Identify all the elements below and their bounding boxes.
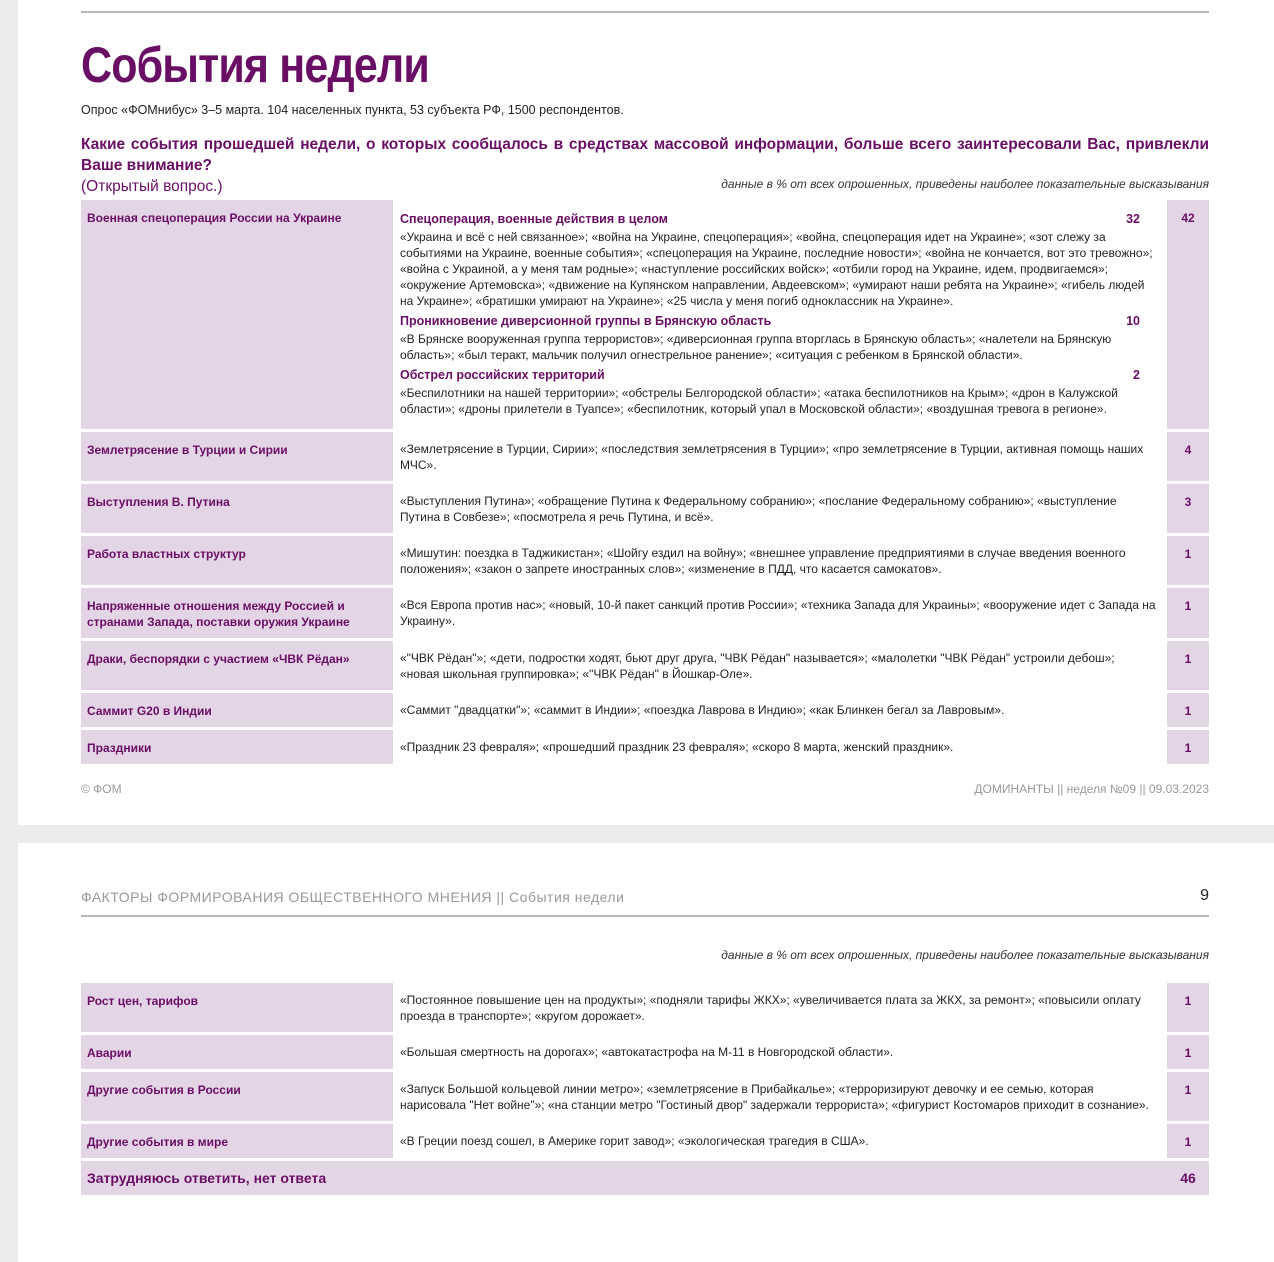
quotes-cell: «Землетрясение в Турции, Сирии»; «последствия землетрясения в Турции»; «про землетрясение в Турции, активная помощь наших МЧС». bbox=[398, 432, 1162, 481]
subcategory-quotes: «В Брянске вооруженная группа террористов»; «диверсионная группа вторглась в Брянскую область»; «налетели на Брянскую область»; «был теракт, мальчик получил огнестрельное ранение»; «ситуация с ребенком в Брянской области». bbox=[400, 332, 1112, 362]
subcategory-value: 32 bbox=[1126, 212, 1140, 226]
category-value: 1 bbox=[1167, 641, 1209, 690]
subcategory-header bbox=[400, 367, 1156, 383]
results-table bbox=[81, 980, 1209, 1198]
quotes-cell: «Праздник 23 февраля»; «прошедший праздник 23 февраля»; «скоро 8 марта, женский праздник». bbox=[398, 730, 1162, 764]
subcategory-quotes: «Украина и всё с ней связанное»; «война на Украине, спецоперация»; «война, спецоперация идет на Украине»; «зот слежу за событиями на Украине, военные события»; «спецоперация на Украине, последние новости»; «война не кончается, вот это тревожно»; «война с Украиной, а у меня там родные»; «наступление российских войск»; «отбили город на Украине, идем, продвигаемся»; «окружение Артемовска»; «движение на Купянском направлении, Авдеевском»; «умирают наши ребята на Украине»; «гибель людей на Украине»; «братишки умирают на Украине»; «25 числа у меня погиб одноклассник на Украине». bbox=[400, 230, 1153, 308]
quotes-cell: «Выступления Путина»; «обращение Путина к Федеральному собранию»; «послание Федеральному собранию»; «выступление Путина в Совбезе»; «посмотрела я речь Путина, и всё». bbox=[398, 484, 1162, 533]
question-text: Какие события прошедшей недели, о которых сообщалось в средствах массовой информации, больше всего заинтересовали Вас, привлекли Ваше внимание? bbox=[81, 136, 1209, 174]
total-row bbox=[81, 1161, 1209, 1195]
category-label: Драки, беспорядки с участием «ЧВК Рёдан» bbox=[81, 641, 393, 690]
data-note: данные в % от всех опрошенных, приведены наиболее показательные высказывания bbox=[721, 177, 1209, 191]
subcategory-quotes: «Беспилотники на нашей территории»; «обстрелы Белгородской области»; «атака беспилотников на Крым»; «дрон в Калужской области»; «дроны прилетели в Туапсе»; «беспилотник, который упал в Московской области»; «воздушная тревога в регионе». bbox=[400, 386, 1118, 416]
quotes-cell: «Вся Европа против нас»; «новый, 10-й пакет санкций против России»; «техника Запада для Украины»; «вооружение идет с Запада на Украину». bbox=[398, 588, 1162, 638]
category-label: Аварии bbox=[81, 1035, 393, 1069]
page-title: События недели bbox=[81, 37, 429, 93]
quotes-cell: «Постоянное повышение цен на продукты»; «подняли тарифы ЖКХ»; «увеличивается плата за ЖКХ, за ремонт»; «повысили оплату проезда в транспорте»; «кругом дорожает». bbox=[398, 983, 1162, 1032]
category-label: Рост цен, тарифов bbox=[81, 983, 393, 1032]
data-note: данные в % от всех опрошенных, приведены наиболее показательные высказывания bbox=[721, 948, 1209, 962]
table-row bbox=[81, 730, 1209, 764]
category-label: Саммит G20 в Индии bbox=[81, 693, 393, 727]
category-value: 1 bbox=[1167, 730, 1209, 764]
report-page-2 bbox=[18, 843, 1274, 1262]
subcategory-value: 10 bbox=[1126, 314, 1140, 328]
category-value: 1 bbox=[1167, 536, 1209, 585]
quotes-cell: «Мишутин: поездка в Таджикистан»; «Шойгу ездил на войну»; «внешнее управление предприятиями в случае введения военного положения»; «закон о запрете иностранных слов»; «изменение в ПДД, что касается самокатов». bbox=[398, 536, 1162, 585]
report-page-1 bbox=[18, 0, 1274, 825]
table-row bbox=[81, 536, 1209, 585]
subcategory-title: Спецоперация, военные действия в целом bbox=[400, 212, 668, 226]
subcategory-header bbox=[400, 211, 1156, 227]
table-row bbox=[81, 588, 1209, 638]
subcategory-header bbox=[400, 313, 1156, 329]
table-row bbox=[81, 432, 1209, 481]
subcategory-title: Проникновение диверсионной группы в Брянскую область bbox=[400, 314, 772, 328]
quotes-cell: «В Греции поезд сошел, в Америке горит завод»; «экологическая трагедия в США». bbox=[398, 1124, 1162, 1158]
quotes-cell: «"ЧВК Рёдан"»; «дети, подростки ходят, бьют друг друга, "ЧВК Рёдан" называется»; «малолетки "ЧВК Рёдан" устроили дебош»; «новая школьная группировка»; «"ЧВК Рёдан" в Йошкар-Оле». bbox=[398, 641, 1162, 690]
table-row bbox=[81, 983, 1209, 1032]
survey-info: Опрос «ФОМнибус» 3–5 марта. 104 населенных пункта, 53 субъекта РФ, 1500 респондентов. bbox=[81, 103, 624, 117]
copyright: © ФОМ bbox=[81, 782, 122, 796]
category-label: Землетрясение в Турции и Сирии bbox=[81, 432, 393, 481]
subcategory-title: Обстрел российских территорий bbox=[400, 368, 605, 382]
quotes-cell: «Запуск Большой кольцевой линии метро»; «землетрясение в Прибайкалье»; «терроризируют девочку и ее семью, которая нарисовала "Нет войне"»; «на станции метро "Гостиный двор" задержали террориста»; «фигурист Костомаров приходит в сознание». bbox=[398, 1072, 1162, 1121]
total-value: 46 bbox=[1167, 1161, 1209, 1195]
table-row bbox=[81, 1035, 1209, 1069]
total-label: Затрудняюсь ответить, нет ответа bbox=[81, 1161, 1167, 1195]
quotes-cell: «Саммит "двадцатки"»; «саммит в Индии»; «поездка Лаврова в Индию»; «как Блинкен бегал за Лавровым». bbox=[398, 693, 1162, 727]
category-value: 4 bbox=[1167, 432, 1209, 481]
table-row bbox=[81, 1072, 1209, 1121]
table-row bbox=[81, 1124, 1209, 1158]
category-value: 1 bbox=[1167, 983, 1209, 1032]
quotes-cell: «Большая смертность на дорогах»; «автокатастрофа на М-11 в Новгородской области». bbox=[398, 1035, 1162, 1069]
category-label: Праздники bbox=[81, 730, 393, 764]
category-value: 1 bbox=[1167, 1072, 1209, 1121]
category-label: Военная спецоперация России на Украине bbox=[81, 200, 393, 429]
section-header: ФАКТОРЫ ФОРМИРОВАНИЯ ОБЩЕСТВЕННОГО МНЕНИЯ || События недели bbox=[81, 889, 625, 905]
table-row bbox=[81, 484, 1209, 533]
top-rule bbox=[81, 11, 1209, 13]
results-table bbox=[81, 197, 1209, 767]
table-row bbox=[81, 200, 1209, 429]
category-value: 1 bbox=[1167, 588, 1209, 638]
category-value: 1 bbox=[1167, 693, 1209, 727]
header-rule bbox=[81, 915, 1209, 917]
category-value: 42 bbox=[1167, 200, 1209, 429]
table-row bbox=[81, 693, 1209, 727]
footer-info: ДОМИНАНТЫ || неделя №09 || 09.03.2023 bbox=[974, 782, 1209, 796]
category-label: Выступления В. Путина bbox=[81, 484, 393, 533]
category-value: 3 bbox=[1167, 484, 1209, 533]
question-note: (Открытый вопрос.) bbox=[81, 178, 223, 195]
table-row bbox=[81, 641, 1209, 690]
category-value: 1 bbox=[1167, 1124, 1209, 1158]
page-number: 9 bbox=[1200, 887, 1209, 904]
category-label: Напряженные отношения между Россией и странами Запада, поставки оружия Украине bbox=[81, 588, 393, 638]
category-label: Работа властных структур bbox=[81, 536, 393, 585]
category-label: Другие события в России bbox=[81, 1072, 393, 1121]
category-value: 1 bbox=[1167, 1035, 1209, 1069]
category-label: Другие события в мире bbox=[81, 1124, 393, 1158]
subcategory-value: 2 bbox=[1133, 368, 1140, 382]
quotes-cell bbox=[398, 200, 1162, 429]
